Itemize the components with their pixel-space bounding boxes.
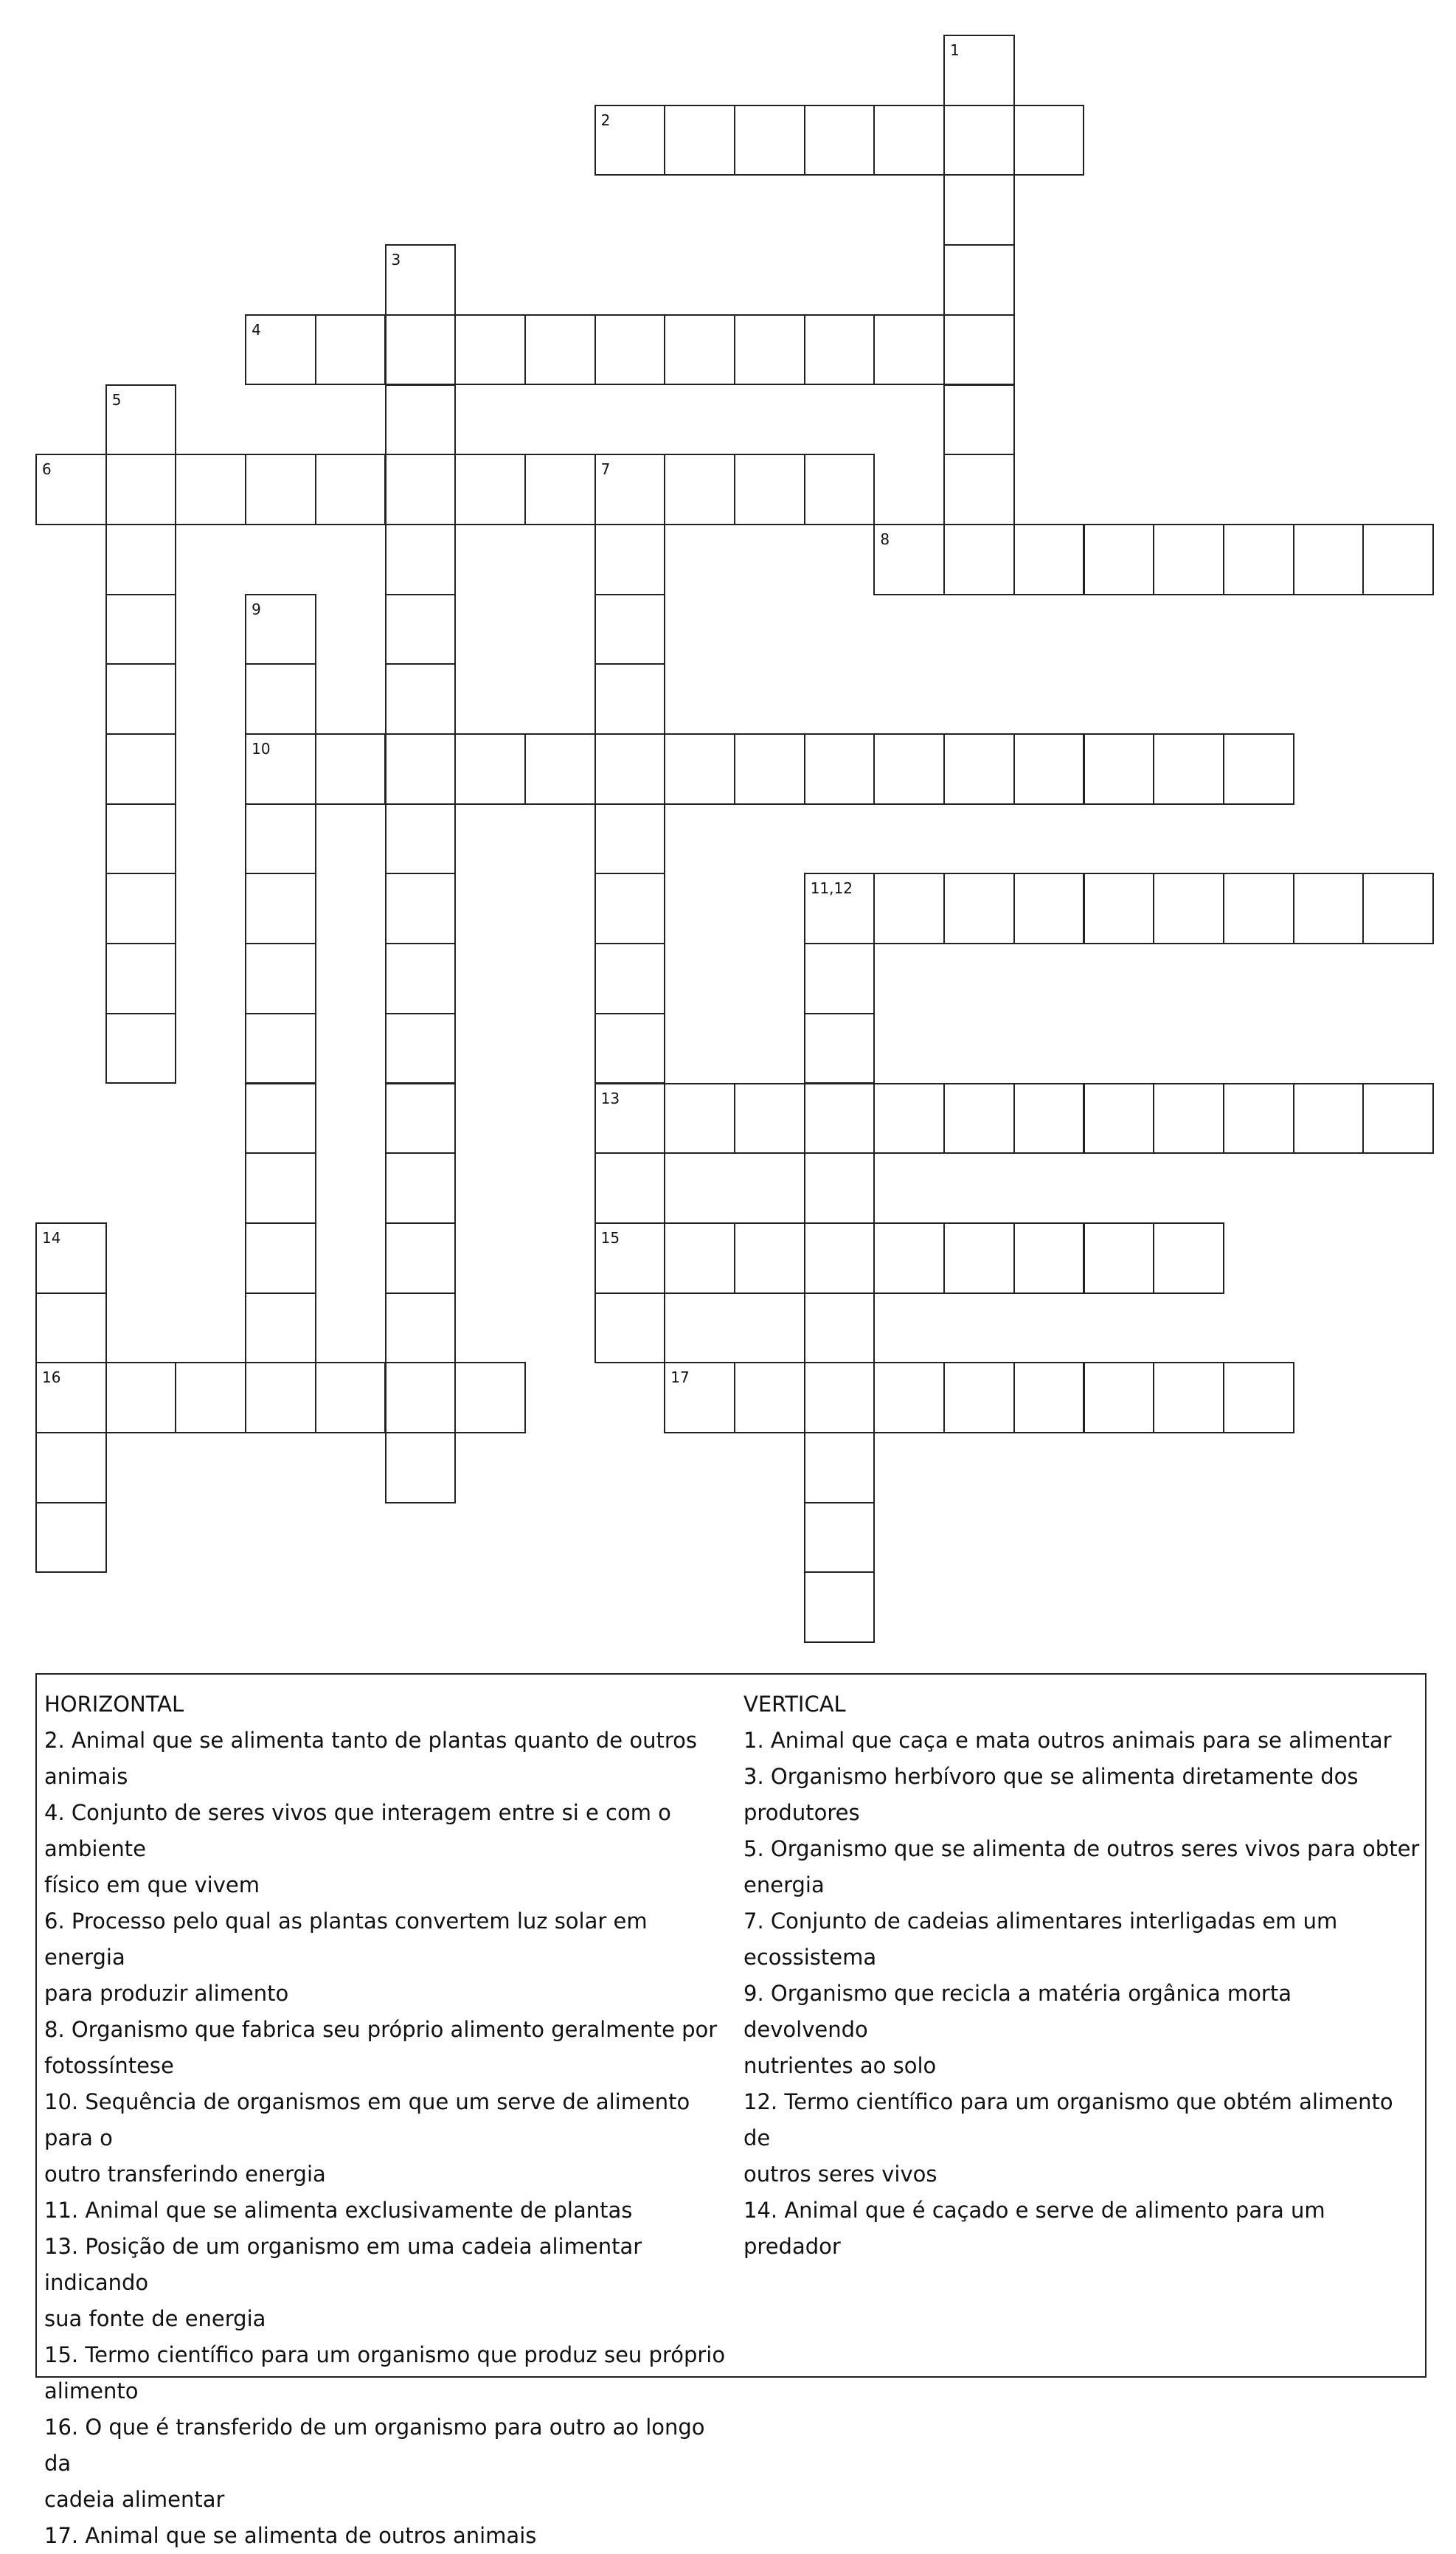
grid-cell[interactable] bbox=[385, 1432, 457, 1503]
clue-line: 12. Termo científico para um organismo que obtém alimento de bbox=[743, 2089, 1393, 2150]
clue-line: sua fonte de energia bbox=[44, 2306, 266, 2331]
grid-cell[interactable] bbox=[1362, 873, 1434, 944]
clue-line: 15. Termo científico para um organismo que produz seu próprio bbox=[44, 2342, 726, 2367]
grid-cell[interactable] bbox=[1084, 733, 1155, 805]
grid-cell[interactable] bbox=[385, 384, 457, 456]
grid-cell[interactable] bbox=[385, 943, 457, 1014]
grid-cell[interactable] bbox=[1223, 873, 1294, 944]
grid-cell[interactable] bbox=[664, 105, 735, 176]
grid-cell[interactable] bbox=[454, 1362, 526, 1433]
clue-number: 2 bbox=[600, 111, 611, 129]
clue-number: 6 bbox=[42, 460, 52, 479]
grid-cell[interactable] bbox=[385, 1362, 457, 1433]
grid-cell[interactable] bbox=[1084, 1222, 1155, 1294]
grid-cell[interactable] bbox=[943, 384, 1015, 456]
clue-number: 16 bbox=[42, 1368, 61, 1387]
clue-number: 1 bbox=[950, 41, 960, 59]
clue-number: 10 bbox=[252, 740, 271, 758]
horizontal-clues bbox=[44, 1686, 730, 2554]
grid-cell[interactable] bbox=[1013, 1083, 1085, 1155]
grid-cell[interactable] bbox=[594, 663, 666, 735]
clue-line: físico em que vivem bbox=[44, 1872, 260, 1897]
grid-cell[interactable] bbox=[105, 524, 177, 595]
clue-line: fotossíntese bbox=[44, 2053, 174, 2078]
grid-cell[interactable] bbox=[105, 803, 177, 875]
grid-cell[interactable] bbox=[1223, 1083, 1294, 1155]
grid-cell[interactable] bbox=[1293, 524, 1365, 595]
grid-cell[interactable] bbox=[804, 105, 876, 176]
grid-cell[interactable] bbox=[734, 454, 805, 525]
grid-cell[interactable] bbox=[1013, 1222, 1085, 1294]
grid-cell[interactable] bbox=[245, 1222, 316, 1294]
grid-cell[interactable] bbox=[873, 1222, 945, 1294]
clue-line: 3. Organismo herbívoro que se alimenta diretamente dos produtores bbox=[743, 1764, 1359, 1825]
clue-number: 4 bbox=[252, 320, 261, 339]
grid-cell[interactable] bbox=[804, 1571, 876, 1643]
grid-cell[interactable] bbox=[385, 1013, 457, 1084]
grid-cell[interactable] bbox=[594, 1292, 666, 1364]
vertical-title: VERTICAL bbox=[743, 1692, 846, 1717]
grid-cell[interactable] bbox=[594, 943, 666, 1014]
grid-cell[interactable] bbox=[524, 314, 596, 386]
clue-line: alimento bbox=[44, 2378, 139, 2404]
grid-cell[interactable] bbox=[943, 1083, 1015, 1155]
clue-line: 4. Conjunto de seres vivos que interagem entre si e com o ambiente bbox=[44, 1800, 671, 1861]
grid-cell[interactable] bbox=[105, 663, 177, 735]
grid-cell[interactable] bbox=[315, 314, 386, 386]
grid-cell[interactable] bbox=[315, 733, 386, 805]
grid-cell[interactable] bbox=[664, 454, 735, 525]
grid-cell[interactable] bbox=[734, 314, 805, 386]
clue-number: 11,12 bbox=[810, 879, 853, 898]
grid-cell[interactable] bbox=[804, 1222, 876, 1294]
grid-cell[interactable] bbox=[873, 733, 945, 805]
grid-cell[interactable] bbox=[734, 1083, 805, 1155]
grid-cell[interactable] bbox=[385, 1292, 457, 1364]
grid-cell[interactable] bbox=[35, 1502, 107, 1574]
grid-cell[interactable] bbox=[804, 943, 876, 1014]
grid-cell[interactable] bbox=[943, 873, 1015, 944]
clue-line: outros seres vivos bbox=[743, 2162, 937, 2187]
grid-cell[interactable] bbox=[734, 1222, 805, 1294]
clue-number: 7 bbox=[600, 460, 611, 479]
grid-cell[interactable] bbox=[1223, 1362, 1294, 1433]
grid-cell[interactable] bbox=[1013, 873, 1085, 944]
grid-cell[interactable] bbox=[385, 454, 457, 525]
grid-cell[interactable] bbox=[943, 105, 1015, 176]
grid-cell[interactable] bbox=[943, 1222, 1015, 1294]
grid-cell[interactable] bbox=[315, 454, 386, 525]
grid-cell[interactable] bbox=[664, 1083, 735, 1155]
clue-line: 13. Posição de um organismo em uma cadeia alimentar indicando bbox=[44, 2234, 642, 2295]
grid-cell[interactable] bbox=[1013, 733, 1085, 805]
clue-line: 8. Organismo que fabrica seu próprio alimento geralmente por bbox=[44, 2017, 718, 2042]
grid-cell[interactable] bbox=[105, 733, 177, 805]
grid-cell[interactable] bbox=[594, 733, 666, 805]
clues-box bbox=[35, 1673, 1426, 2548]
grid-cell[interactable] bbox=[804, 1502, 876, 1574]
grid-cell[interactable] bbox=[1223, 733, 1294, 805]
grid-cell[interactable] bbox=[594, 1013, 666, 1084]
grid-cell[interactable] bbox=[1293, 873, 1365, 944]
grid-cell[interactable] bbox=[385, 1083, 457, 1155]
grid-cell[interactable] bbox=[245, 1152, 316, 1224]
clue-line: energia bbox=[743, 1872, 825, 1897]
grid-cell[interactable] bbox=[385, 1152, 457, 1224]
clue-line: 5. Organismo que se alimenta de outros seres vivos para obter bbox=[743, 1836, 1420, 1861]
grid-cell[interactable] bbox=[35, 1432, 107, 1503]
grid-cell[interactable] bbox=[943, 314, 1015, 386]
grid-cell[interactable] bbox=[804, 733, 876, 805]
grid-cell[interactable] bbox=[175, 1362, 246, 1433]
grid-cell[interactable] bbox=[1153, 1362, 1224, 1433]
grid-cell[interactable] bbox=[454, 454, 526, 525]
clue-line: 16. O que é transferido de um organismo para outro ao longo da bbox=[44, 2415, 705, 2476]
grid-cell[interactable] bbox=[1362, 1083, 1434, 1155]
clue-number: 15 bbox=[600, 1228, 620, 1247]
grid-cell[interactable] bbox=[1084, 873, 1155, 944]
grid-cell[interactable] bbox=[385, 803, 457, 875]
grid-cell[interactable] bbox=[385, 524, 457, 595]
grid-cell[interactable] bbox=[594, 594, 666, 665]
grid-cell[interactable] bbox=[1084, 1083, 1155, 1155]
grid-cell[interactable] bbox=[245, 1083, 316, 1155]
grid-cell[interactable] bbox=[594, 314, 666, 386]
grid-cell[interactable] bbox=[873, 873, 945, 944]
grid-cell[interactable] bbox=[664, 733, 735, 805]
clue-line: 9. Organismo que recicla a matéria orgânica morta devolvendo bbox=[743, 1981, 1292, 2042]
grid-cell[interactable] bbox=[385, 873, 457, 944]
clue-line: 11. Animal que se alimenta exclusivamente de plantas bbox=[44, 2198, 633, 2223]
grid-cell[interactable] bbox=[594, 803, 666, 875]
grid-cell[interactable] bbox=[873, 1362, 945, 1433]
clue-line: outro transferindo energia bbox=[44, 2162, 326, 2187]
grid-cell[interactable] bbox=[1362, 524, 1434, 595]
grid-cell[interactable] bbox=[245, 1292, 316, 1364]
grid-cell[interactable] bbox=[1153, 1222, 1224, 1294]
grid-cell[interactable] bbox=[315, 1362, 386, 1433]
grid-cell[interactable] bbox=[105, 943, 177, 1014]
grid-cell[interactable] bbox=[1153, 733, 1224, 805]
grid-cell[interactable] bbox=[1153, 873, 1224, 944]
grid-cell[interactable] bbox=[1013, 524, 1085, 595]
grid-cell[interactable] bbox=[594, 524, 666, 595]
grid-cell[interactable] bbox=[35, 1292, 107, 1364]
grid-cell[interactable] bbox=[1223, 524, 1294, 595]
grid-cell[interactable] bbox=[943, 733, 1015, 805]
clue-line: nutrientes ao solo bbox=[743, 2053, 937, 2078]
grid-cell[interactable] bbox=[594, 1152, 666, 1224]
grid-cell[interactable] bbox=[943, 244, 1015, 316]
grid-cell[interactable] bbox=[804, 1013, 876, 1084]
grid-cell[interactable] bbox=[245, 1362, 316, 1433]
grid-cell[interactable] bbox=[804, 454, 876, 525]
grid-cell[interactable] bbox=[804, 1083, 876, 1155]
clue-line: 1. Animal que caça e mata outros animais para se alimentar bbox=[743, 1728, 1392, 1753]
grid-cell[interactable] bbox=[804, 1292, 876, 1364]
clue-number: 13 bbox=[600, 1089, 620, 1107]
grid-cell[interactable] bbox=[454, 314, 526, 386]
grid-cell[interactable] bbox=[245, 663, 316, 735]
grid-cell[interactable] bbox=[385, 1222, 457, 1294]
grid-cell[interactable] bbox=[1153, 524, 1224, 595]
grid-cell[interactable] bbox=[1293, 1083, 1365, 1155]
clue-number: 8 bbox=[880, 530, 890, 548]
clue-line: cadeia alimentar bbox=[44, 2487, 225, 2512]
grid-cell[interactable] bbox=[804, 1362, 876, 1433]
grid-cell[interactable] bbox=[175, 454, 246, 525]
clue-line: para produzir alimento bbox=[44, 1981, 289, 2006]
grid-cell[interactable] bbox=[1084, 524, 1155, 595]
grid-cell[interactable] bbox=[245, 454, 316, 525]
grid-cell[interactable] bbox=[804, 314, 876, 386]
clue-line: 14. Animal que é caçado e serve de alimento para um predador bbox=[743, 2198, 1325, 2259]
grid-cell[interactable] bbox=[734, 105, 805, 176]
grid-cell[interactable] bbox=[1013, 1362, 1085, 1433]
vertical-clues bbox=[743, 1686, 1422, 2265]
grid-cell[interactable] bbox=[385, 594, 457, 665]
grid-cell[interactable] bbox=[804, 1432, 876, 1503]
grid-cell[interactable] bbox=[385, 663, 457, 735]
grid-cell[interactable] bbox=[105, 1013, 177, 1084]
clue-line: 6. Processo pelo qual as plantas convertem luz solar em energia bbox=[44, 1908, 648, 1970]
grid-cell[interactable] bbox=[873, 105, 945, 176]
grid-cell[interactable] bbox=[664, 1222, 735, 1294]
grid-cell[interactable] bbox=[1153, 1083, 1224, 1155]
grid-cell[interactable] bbox=[734, 1362, 805, 1433]
grid-cell[interactable] bbox=[1084, 1362, 1155, 1433]
grid-cell[interactable] bbox=[1013, 105, 1085, 176]
grid-cell[interactable] bbox=[873, 314, 945, 386]
grid-cell[interactable] bbox=[594, 873, 666, 944]
clue-line: 2. Animal que se alimenta tanto de plantas quanto de outros animais bbox=[44, 1728, 697, 1789]
grid-cell[interactable] bbox=[943, 1362, 1015, 1433]
grid-cell[interactable] bbox=[385, 733, 457, 805]
grid-cell[interactable] bbox=[943, 454, 1015, 525]
grid-cell[interactable] bbox=[943, 524, 1015, 595]
clue-line: 7. Conjunto de cadeias alimentares interligadas em um ecossistema bbox=[743, 1908, 1338, 1970]
clue-number: 14 bbox=[42, 1228, 61, 1247]
grid-cell[interactable] bbox=[245, 873, 316, 944]
grid-cell[interactable] bbox=[524, 733, 596, 805]
clue-number: 3 bbox=[391, 251, 401, 269]
grid-cell[interactable] bbox=[105, 594, 177, 665]
grid-cell[interactable] bbox=[105, 1362, 177, 1433]
grid-cell[interactable] bbox=[245, 803, 316, 875]
grid-cell[interactable] bbox=[105, 454, 177, 525]
clue-number: 17 bbox=[670, 1368, 690, 1387]
grid-cell[interactable] bbox=[524, 454, 596, 525]
clue-line: 17. Animal que se alimenta de outros animais bbox=[44, 2523, 537, 2548]
grid-cell[interactable] bbox=[734, 733, 805, 805]
grid-cell[interactable] bbox=[873, 1083, 945, 1155]
grid-cell[interactable] bbox=[245, 943, 316, 1014]
grid-cell[interactable] bbox=[245, 1013, 316, 1084]
horizontal-title: HORIZONTAL bbox=[44, 1692, 184, 1717]
clue-number: 5 bbox=[111, 390, 122, 409]
clue-line: 10. Sequência de organismos em que um serve de alimento para o bbox=[44, 2089, 690, 2150]
grid-cell[interactable] bbox=[804, 1152, 876, 1224]
grid-cell[interactable] bbox=[664, 314, 735, 386]
grid-cell[interactable] bbox=[943, 174, 1015, 246]
clue-number: 9 bbox=[252, 600, 261, 618]
grid-cell[interactable] bbox=[105, 873, 177, 944]
grid-cell[interactable] bbox=[385, 314, 457, 386]
grid-cell[interactable] bbox=[454, 733, 526, 805]
